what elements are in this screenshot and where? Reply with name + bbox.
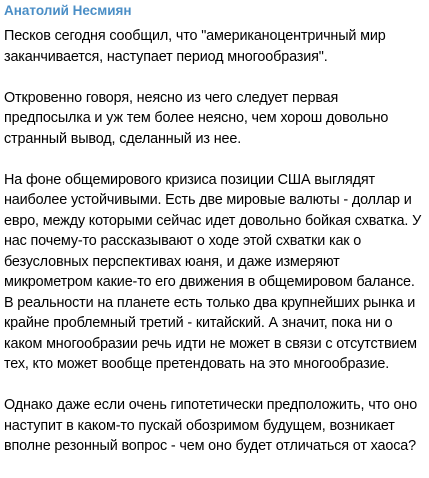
paragraph-gap [4, 375, 425, 396]
post-paragraph: На фоне общемирового кризиса позиции США выглядят наиболее устойчивыми. Есть две мировые валюты - доллар и евро, между которыми сейчас идет довольно бойкая схватка. У нас почему-то рассказывают о ходе этой схватки как о безусловных перспективах юаня, и даже измеряют микрометром какие-то его движения в общемировом балансе. В реальности на планете есть только два крупнейших рынка и крайне проблемный третий - китайский. А значит, пока ни о каком многообразии речь идти не может в связи с отсутствием тех, кто может вообще претендовать на это многообразие. [4, 171, 422, 372]
paragraph-gap [4, 149, 425, 170]
post-paragraph: Откровенно говоря, неясно из чего следует первая предпосылка и уж тем более неясно, чем хорош довольно странный вывод, сделанный из нее. [4, 89, 389, 147]
paragraph-gap [4, 67, 425, 88]
post-paragraph: Песков сегодня сообщил, что "американоцентричный мир заканчивается, наступает период многообразия". [4, 28, 386, 65]
author-name[interactable]: Анатолий Несмиян [4, 3, 132, 18]
post-body [4, 26, 425, 457]
post-paragraph: Однако даже если очень гипотетически предположить, что оно наступит в каком-то пускай обозримом будущем, возникает вполне резонный вопрос - чем оно будет отличаться от хаоса? [4, 397, 418, 454]
